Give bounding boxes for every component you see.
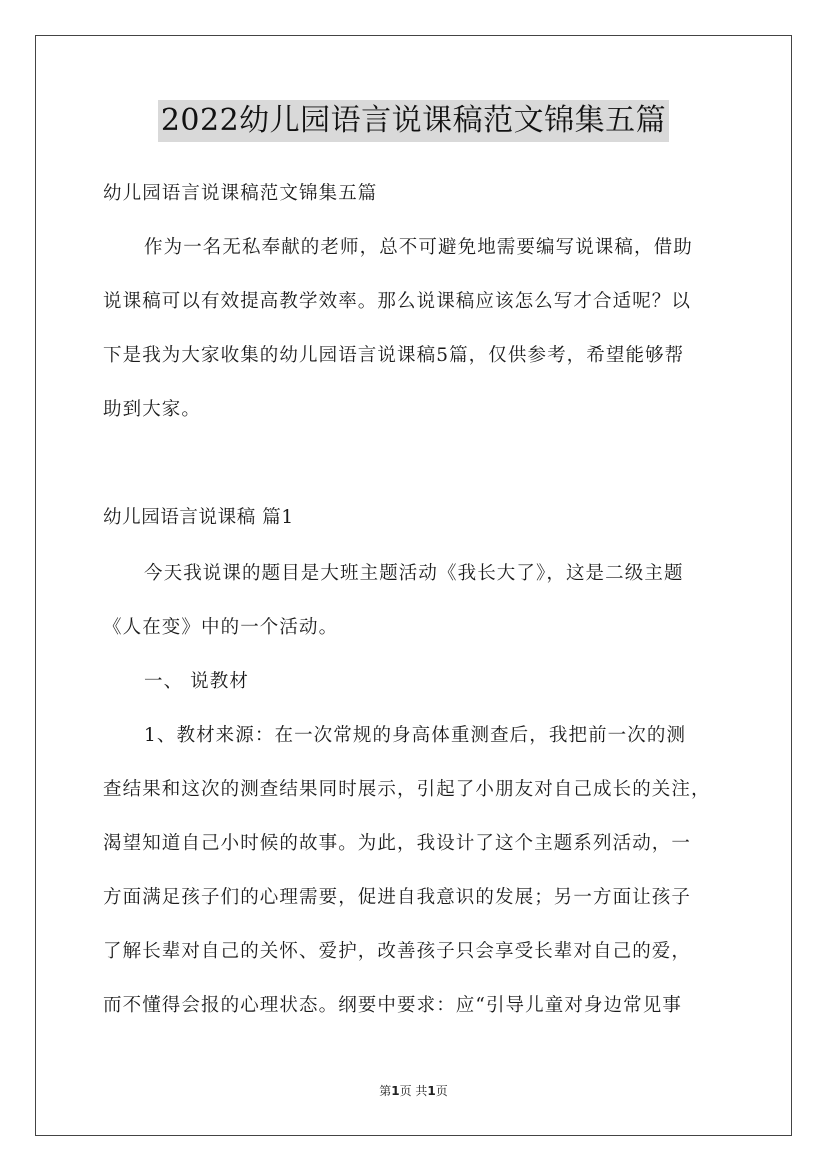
footer-suffix: 页 [435, 1084, 448, 1098]
material-line: 方面满足孩子们的心理需要，促进自我意识的发展；另一方面让孩子 [103, 887, 692, 908]
material-line: 而不懂得会报的心理状态。纲要中要求：应“引导儿童对身边常见事 [103, 995, 682, 1016]
material-line: 了解长辈对自己的关怀、爱护，改善孩子只会享受长辈对自己的爱， [103, 941, 692, 962]
intro-line: 作为一名无私奉献的老师，总不可避免地需要编写说课稿，借助 [144, 237, 693, 258]
part-heading: 一、 说教材 [144, 671, 249, 692]
intro-line: 下是我为大家收集的幼儿园语言说课稿5篇，仅供参考，希望能够帮 [103, 345, 685, 366]
document-subtitle: 幼儿园语言说课稿范文锦集五篇 [103, 183, 378, 204]
page-footer [0, 1083, 827, 1099]
material-line: 1、教材来源：在一次常规的身高体重测查后，我把前一次的测 [144, 725, 687, 746]
footer-prefix: 第 [379, 1084, 392, 1098]
material-line: 渴望知道自己小时候的故事。为此，我设计了这个主题系列活动，一 [103, 833, 692, 854]
material-line: 查结果和这次的测查结果同时展示，引起了小朋友对自己成长的关注， [103, 779, 711, 800]
section-heading: 幼儿园语言说课稿 篇1 [103, 507, 294, 528]
section-line: 《人在变》中的一个活动。 [103, 617, 339, 638]
footer-page-number: 1 [391, 1084, 400, 1098]
intro-line: 助到大家。 [103, 399, 202, 420]
section-line: 今天我说课的题目是大班主题活动《我长大了》，这是二级主题 [144, 563, 684, 584]
intro-line: 说课稿可以有效提高教学效率。那么说课稿应该怎么写才合适呢？以 [103, 291, 692, 312]
title-wrap [0, 100, 827, 142]
document-title: 2022幼儿园语言说课稿范文锦集五篇 [158, 100, 669, 142]
footer-mid: 页 共 [399, 1084, 428, 1098]
footer-page-total: 1 [427, 1084, 436, 1098]
